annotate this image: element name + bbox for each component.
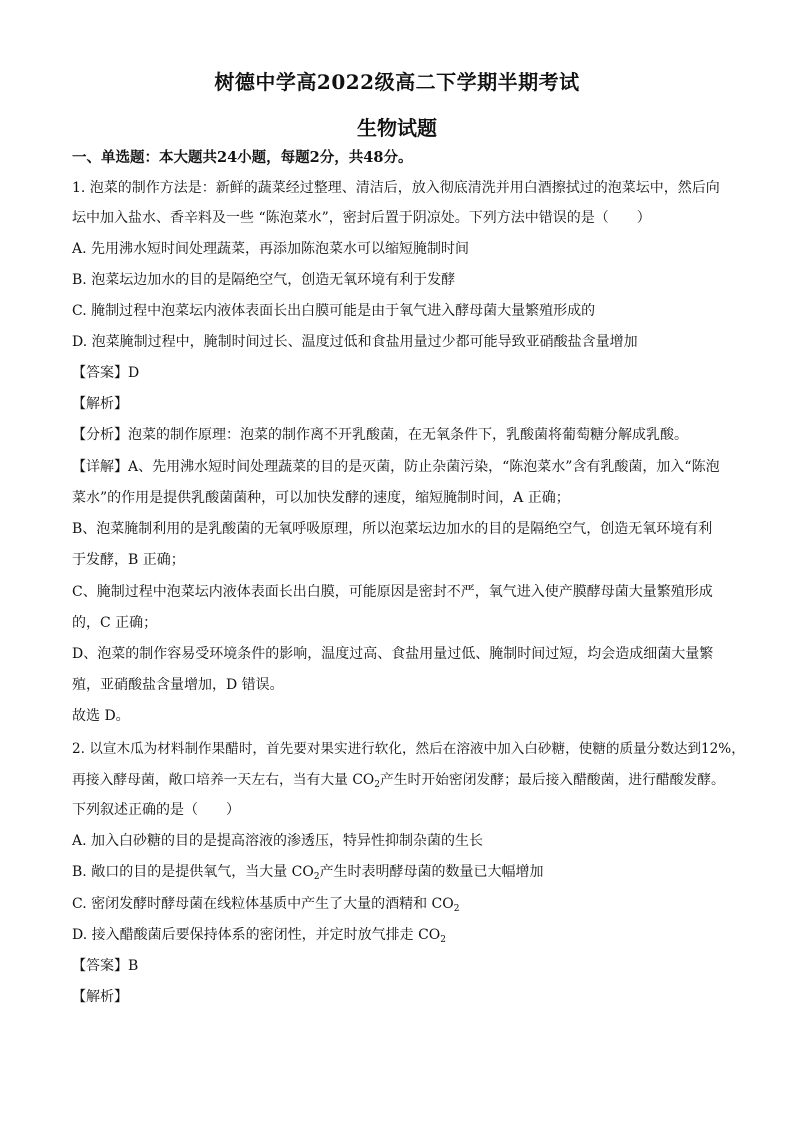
exam-title: 树德中学高2022级高二下学期半期考试 — [214, 70, 580, 94]
subscript-2: 2 — [453, 904, 460, 914]
q1-option-b: B. 泡菜坛边加水的目的是隔绝空气，创造无氧环境有利于发酵 — [72, 272, 456, 288]
subscript-2: 2 — [313, 872, 320, 882]
q2-option-b-part2: 产生时表明酵母菌的数量已大幅增加 — [319, 864, 544, 880]
q1-option-c: C. 腌制过程中泡菜坛内液体表面长出白膜可能是由于氧气进入酵母菌大量繁殖形成的 — [72, 303, 596, 319]
q2-analysis-tag: 【解析】 — [72, 989, 128, 1005]
q2-stem-line1: 2. 以宣木瓜为材料制作果醋时，首先要对果实进行软化，然后在溶液中加入白砂糖，使糖的质量分数达到12%， — [72, 741, 745, 757]
q1-xiangjie-line4: 于发酵，B 正确； — [72, 552, 185, 568]
q1-xiangjie-line3: B、泡菜腌制利用的是乳酸菌的无氧呼吸原理，所以泡菜坛边加水的目的是隔绝空气，创造无氧环境有利 — [72, 521, 713, 537]
q2-option-c-text: C. 密闭发酵时酵母菌在线粒体基质中产生了大量的酒精和 CO — [72, 896, 454, 912]
q1-xiangjie-line1: 【详解】A、先用沸水短时间处理蔬菜的目的是灭菌，防止杂菌污染，“陈泡菜水”含有乳酸菌，加入“陈泡 — [72, 459, 720, 475]
q2-stem-line3: 下列叙述正确的是（ ） — [72, 802, 240, 818]
q1-conclusion: 故选 D。 — [72, 708, 130, 724]
subscript-2: 2 — [374, 780, 380, 790]
q1-fenxi: 【分析】泡菜的制作原理：泡菜的制作离不开乳酸菌，在无氧条件下，乳酸菌将葡萄糖分解成乳酸。 — [72, 427, 688, 443]
q2-option-d-text: D. 接入醋酸菌后要保持体系的密闭性，并定时放气排走 CO — [72, 927, 441, 943]
exam-subtitle: 生物试题 — [357, 116, 437, 140]
q1-analysis-tag: 【解析】 — [72, 396, 128, 412]
q1-answer: 【答案】D — [72, 365, 140, 381]
q2-option-b-part1: B. 敞口的目的是提供氧气，当大量 CO — [72, 864, 314, 880]
q1-stem-line1: 1. 泡菜的制作方法是：新鲜的蔬菜经过整理、清洁后，放入彻底清洗并用白酒擦拭过的泡菜坛中，然后向 — [72, 180, 720, 196]
q1-xiangjie-line8: 殖，亚硝酸盐含量增加，D 错误。 — [72, 677, 284, 693]
q1-stem-line2: 坛中加入盐水、香辛料及一些 “陈泡菜水”，密封后置于阴凉处。下列方法中错误的是（ ） — [72, 210, 651, 226]
q2-stem-line2 — [72, 768, 725, 790]
q2-option-a: A. 加入白砂糖的目的是提高溶液的渗透压，特异性抑制杂菌的生长 — [72, 833, 484, 849]
q1-option-d: D. 泡菜腌制过程中，腌制时间过长、温度过低和食盐用量过少都可能导致亚硝酸盐含量增加 — [72, 334, 638, 350]
q2-stem-line2-part1: 再接入酵母菌，敞口培养一天左右，当有大量 CO — [72, 772, 375, 788]
section-heading: 一、单选题：本大题共24小题，每题2分，共48分。 — [72, 149, 413, 166]
q2-option-b — [72, 861, 544, 882]
q2-answer: 【答案】B — [72, 958, 139, 974]
q1-xiangjie-line6: 的，C 正确； — [72, 615, 158, 631]
q2-option-d — [72, 924, 446, 945]
q1-xiangjie-line2: 菜水”的作用是提供乳酸菌菌种，可以加快发酵的速度，缩短腌制时间，A 正确； — [72, 490, 570, 506]
q1-xiangjie-line7: D、泡菜的制作容易受环境条件的影响，温度过高、食盐用量过低、腌制时间过短，均会造成细菌大量繁 — [72, 646, 714, 662]
q1-option-a: A. 先用沸水短时间处理蔬菜，再添加陈泡菜水可以缩短腌制时间 — [72, 241, 470, 257]
q1-xiangjie-line5: C、腌制过程中泡菜坛内液体表面长出白膜，可能原因是密封不严，氧气进入使产膜酵母菌大量繁殖形成 — [72, 584, 713, 600]
q2-stem-line2-part2: 产生时开始密闭发酵；最后接入醋酸菌，进行醋酸发酵。 — [379, 772, 725, 788]
q2-option-c — [72, 893, 460, 914]
subscript-2: 2 — [440, 935, 446, 945]
